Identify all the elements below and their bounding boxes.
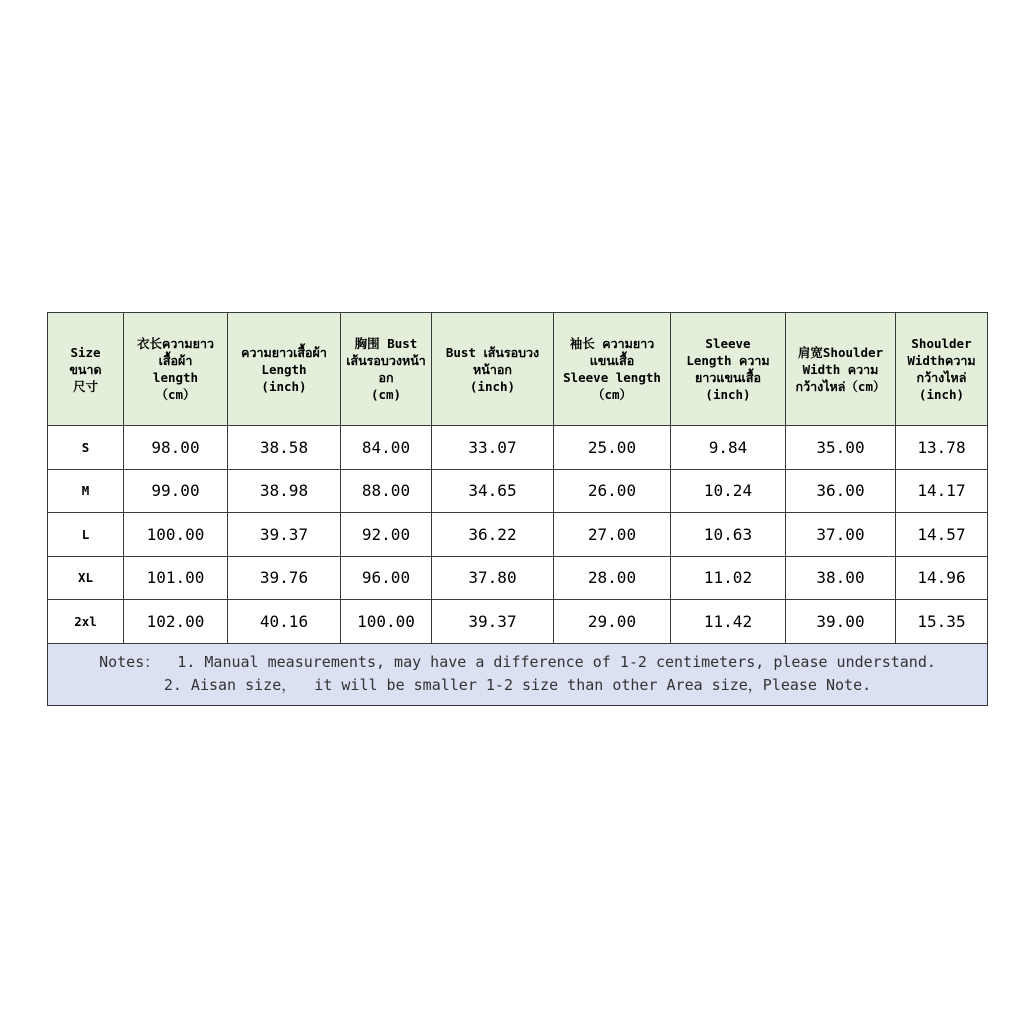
- value-cell: 9.84: [671, 426, 786, 470]
- value-cell: 28.00: [554, 556, 671, 600]
- value-cell: 15.35: [896, 600, 988, 644]
- value-cell: 98.00: [124, 426, 228, 470]
- value-cell: 35.00: [786, 426, 896, 470]
- notes-row: [48, 643, 988, 705]
- value-cell: 11.02: [671, 556, 786, 600]
- value-cell: 102.00: [124, 600, 228, 644]
- value-cell: 39.76: [228, 556, 341, 600]
- value-cell: 29.00: [554, 600, 671, 644]
- size-cell: M: [48, 469, 124, 513]
- header-bust-inch: Bust เส้นรอบวง หน้าอก (inch): [432, 313, 554, 426]
- size-cell: XL: [48, 556, 124, 600]
- value-cell: 13.78: [896, 426, 988, 470]
- table-row: [48, 600, 988, 644]
- header-length-inch: ความยาวเสื้อผ้า Length (inch): [228, 313, 341, 426]
- value-cell: 101.00: [124, 556, 228, 600]
- value-cell: 40.16: [228, 600, 341, 644]
- size-cell: 2xl: [48, 600, 124, 644]
- value-cell: 34.65: [432, 469, 554, 513]
- value-cell: 38.00: [786, 556, 896, 600]
- value-cell: 37.80: [432, 556, 554, 600]
- value-cell: 10.63: [671, 513, 786, 557]
- table-row: [48, 426, 988, 470]
- size-cell: S: [48, 426, 124, 470]
- header-length-cm: 衣长ความยาว เสื้อผ้า length （cm）: [124, 313, 228, 426]
- value-cell: 33.07: [432, 426, 554, 470]
- header-sleeve-cm: 袖长 ความยาว แขนเสื้อ Sleeve length （cm）: [554, 313, 671, 426]
- notes-text: Notes： 1. Manual measurements, may have a difference of 1-2 centimeters, please understand. 2. Aisan size， it will be smaller 1-2 size than other Area size，Please Note.: [48, 643, 988, 705]
- value-cell: 92.00: [341, 513, 432, 557]
- size-chart-table: [47, 312, 988, 706]
- size-cell: L: [48, 513, 124, 557]
- value-cell: 84.00: [341, 426, 432, 470]
- value-cell: 11.42: [671, 600, 786, 644]
- value-cell: 36.00: [786, 469, 896, 513]
- header-shoulder-inch: Shoulder Widthความ กว้างไหล่ (inch): [896, 313, 988, 426]
- value-cell: 14.57: [896, 513, 988, 557]
- header-bust-cm: 胸围 Bust เส้นรอบวงหน้า อก (cm): [341, 313, 432, 426]
- value-cell: 38.98: [228, 469, 341, 513]
- header-sleeve-inch: Sleeve Length ความ ยาวแขนเสื้อ (inch): [671, 313, 786, 426]
- value-cell: 37.00: [786, 513, 896, 557]
- value-cell: 38.58: [228, 426, 341, 470]
- table-row: [48, 513, 988, 557]
- value-cell: 10.24: [671, 469, 786, 513]
- value-cell: 39.37: [432, 600, 554, 644]
- header-size: Size ขนาด 尺寸: [48, 313, 124, 426]
- value-cell: 88.00: [341, 469, 432, 513]
- value-cell: 100.00: [341, 600, 432, 644]
- value-cell: 14.17: [896, 469, 988, 513]
- table-row: [48, 556, 988, 600]
- value-cell: 25.00: [554, 426, 671, 470]
- table-row: [48, 469, 988, 513]
- value-cell: 96.00: [341, 556, 432, 600]
- value-cell: 14.96: [896, 556, 988, 600]
- header-shoulder-cm: 肩宽Shoulder Width ความ กว้างไหล่（cm）: [786, 313, 896, 426]
- value-cell: 100.00: [124, 513, 228, 557]
- value-cell: 26.00: [554, 469, 671, 513]
- value-cell: 27.00: [554, 513, 671, 557]
- header-row: [48, 313, 988, 426]
- value-cell: 39.37: [228, 513, 341, 557]
- value-cell: 39.00: [786, 600, 896, 644]
- value-cell: 36.22: [432, 513, 554, 557]
- value-cell: 99.00: [124, 469, 228, 513]
